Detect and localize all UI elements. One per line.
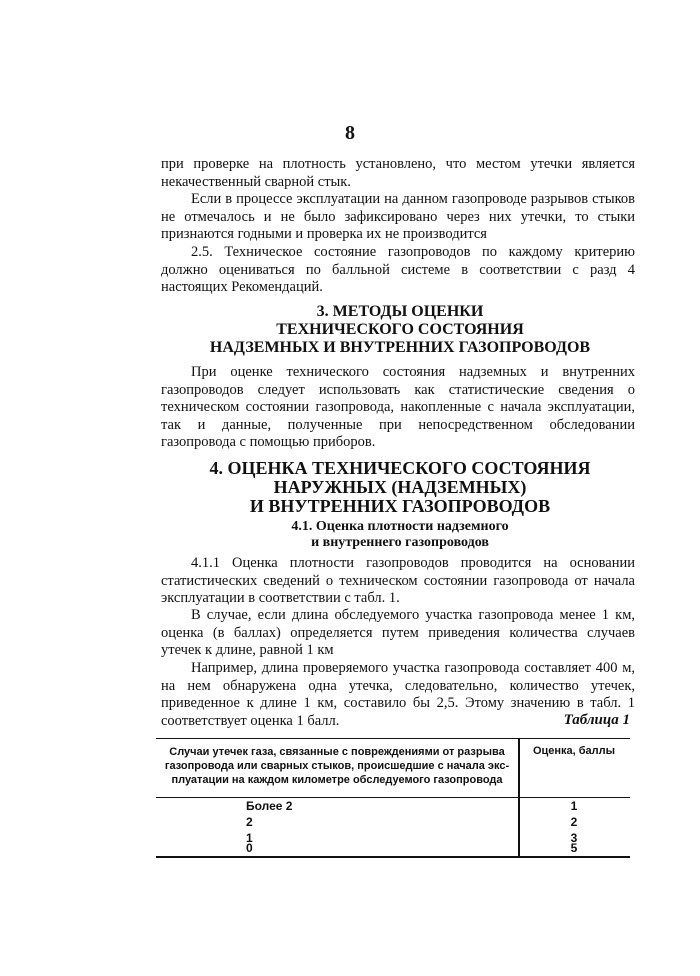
table-cell-score: 1: [570, 799, 578, 813]
table-row: [156, 815, 630, 831]
heading-section-3-line1: 3. МЕТОДЫ ОЦЕНКИ: [316, 303, 484, 320]
heading-section-4-line2: НАРУЖНЫХ (НАДЗЕМНЫХ): [273, 477, 527, 497]
paragraph-leak-joint: при проверке на плотность установлено, что местом утечки является некачественный сварной стык.: [161, 156, 635, 190]
paragraph-2-5: 2.5. Техническое состояние газопроводов по каждому критерию должно оцениваться по балльной системе в соответствии с разд 4 настоящих Рекомендаций.: [161, 244, 635, 295]
table-caption: Таблица 1: [563, 712, 630, 728]
paragraph-4-1-1: 4.1.1 Оценка плотности газопроводов проводится на основании статистических сведений о техническом состоянии газопровода от начала эксплуатации в соответствии с табл. 1.: [161, 555, 635, 606]
subheading-4-1: [150, 519, 650, 551]
table-header-cases-line3: плуатации на каждом километре обследуемого газопровода: [171, 774, 503, 786]
table-header-cases-line2: газопровода или сварных стыков, происшедшие с начала экс-: [164, 760, 510, 772]
heading-section-3-line2: ТЕХНИЧЕСКОГО СОСТОЯНИЯ: [276, 321, 524, 338]
table-header-cases: [156, 745, 518, 787]
table-cell-cases: Более 2: [246, 799, 293, 813]
table-cell-score: 2: [570, 815, 578, 829]
paragraph-section-3: При оценке технического состояния надземных и внутренних газопроводов следует использовать как статистические сведения о техническом состоянии газопровода, накопленные с начала эксплуатации, так и данные, полученные при непосредственном обследовании газопровода с помощью приборов.: [161, 364, 635, 450]
paragraph-joints-accepted: Если в процессе эксплуатации на данном газопроводе разрывов стыков не отмечалось и не было зафиксировано через них утечки, то стыки признаются годными и проверка их не производится: [161, 191, 635, 242]
heading-section-4-line3: И ВНУТРЕННИХ ГАЗОПРОВОДОВ: [249, 496, 551, 516]
table-row: [156, 799, 630, 815]
subheading-4-1-line2: и внутреннего газопроводов: [311, 535, 489, 550]
table-bottom-rule: [156, 856, 630, 858]
heading-section-4-line1: 4. ОЦЕНКА ТЕХНИЧЕСКОГО СОСТОЯНИЯ: [209, 458, 591, 478]
table-cell-cases: 0: [246, 841, 253, 855]
paragraph-less-than-1km: В случае, если длина обследуемого участка газопровода менее 1 км, оценка (в баллах) определяется путем приведения количества случаев утечек к длине, равной 1 км: [161, 607, 635, 658]
heading-section-3-line3: НАДЗЕМНЫХ И ВНУТРЕННИХ ГАЗОПРОВОДОВ: [209, 339, 591, 356]
table-header-cases-line1: Случаи утечек газа, связанные с повреждениями от разрыва: [169, 746, 505, 758]
table-cell-score: 3: [570, 831, 578, 845]
heading-section-4: [150, 459, 650, 516]
paragraph-example: Например, длина проверяемого участка газопровода составляет 400 м, на нем обнаружена одна утечка, следовательно, количество утечек, приведенное к длине 1 км, составило бы 2,5. Этому значению в табл. 1 соответствует оценка 1 балл.: [161, 660, 635, 729]
page-number: 8: [345, 122, 355, 144]
table-header-score: Оценка, баллы: [532, 745, 616, 757]
table-cell-cases: 2: [246, 815, 253, 829]
subheading-4-1-line1: 4.1. Оценка плотности надземного: [291, 519, 509, 534]
table-header: [156, 738, 630, 798]
table-row: [156, 841, 630, 857]
table-cell-cases: 1: [246, 831, 253, 845]
table-cell-score: 5: [570, 841, 578, 855]
heading-section-3: [150, 303, 650, 357]
